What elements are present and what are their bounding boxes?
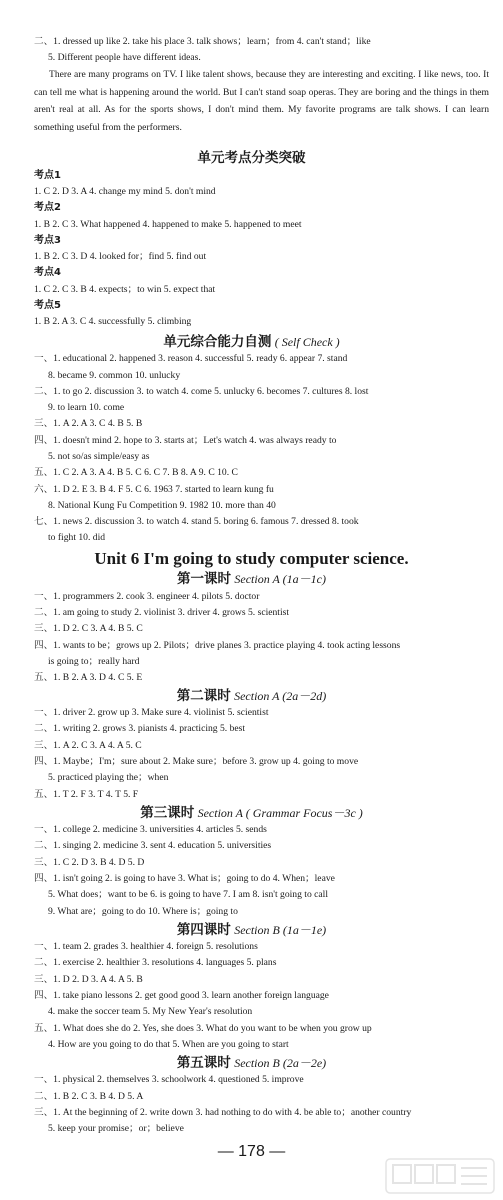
answer-line: 五、1. T 2. F 3. T 4. T 5. F xyxy=(34,789,139,800)
answer-line: 二、1. am going to study 2. violinist 3. driver 4. grows 5. scientist xyxy=(34,607,290,618)
lesson-section: Section A (1a－1c) xyxy=(234,572,326,586)
answer-line: 1. B 2. C 3. D 4. looked for；find 5. find out xyxy=(34,251,207,262)
answer-line: 一、1. educational 2. happened 3. reason 4. successful 5. ready 6. appear 7. stand xyxy=(34,353,348,364)
lesson-title: 第一课时 xyxy=(177,571,232,586)
answer-line: 8. National Kung Fu Competition 9. 1982 10. more than 40 xyxy=(48,500,276,511)
answer-line: 四、1. take piano lessons 2. get good good 3. learn another foreign language xyxy=(34,990,329,1001)
lesson-section: Section A (2a－2d) xyxy=(234,689,327,703)
kaodian-label: 考点1 xyxy=(34,170,61,181)
answer-line: 五、1. C 2. A 3. A 4. B 5. C 6. C 7. B 8. A 9. C 10. C xyxy=(34,467,238,478)
answer-line: 三、1. A 2. A 3. C 4. B 5. B xyxy=(34,418,143,429)
answer-line: 4. How are you going to do that 5. When are you going to start xyxy=(48,1039,289,1050)
section-subtitle: ( Self Check ) xyxy=(274,335,340,349)
answer-line: 二、1. dressed up like 2. take his place 3. talk shows；learn；from 4. can't stand；like xyxy=(34,36,371,47)
section-title: 单元考点分类突破 xyxy=(197,150,306,165)
answer-line: 1. C 2. C 3. B 4. expects；to win 5. expect that xyxy=(34,284,216,295)
answer-line: 三、1. At the beginning of 2. write down 3. had nothing to do with 4. be able to；another country xyxy=(34,1107,412,1118)
answer-line: 七、1. news 2. discussion 3. to watch 4. stand 5. boring 6. famous 7. dressed 8. took xyxy=(34,516,359,527)
answer-line: 5. practiced playing the；when xyxy=(48,772,169,783)
section-title: 单元综合能力自测 xyxy=(163,334,272,349)
answer-line: 二、1. singing 2. medicine 3. sent 4. education 5. universities xyxy=(34,840,272,851)
answer-line: 一、1. programmers 2. cook 3. engineer 4. pilots 5. doctor xyxy=(34,591,260,602)
answer-line: 5. What does；want to be 6. is going to have 7. I am 8. isn't going to call xyxy=(48,889,328,900)
lesson-heading xyxy=(0,805,503,821)
answer-line: 三、1. D 2. D 3. A 4. A 5. B xyxy=(34,974,143,985)
answer-line: 4. make the soccer team 5. My New Year's resolution xyxy=(48,1006,253,1017)
kaodian-label: 考点2 xyxy=(34,202,61,213)
watermark-logo xyxy=(385,1158,495,1194)
lesson-heading xyxy=(0,1055,503,1071)
answer-line: 三、1. D 2. C 3. A 4. B 5. C xyxy=(34,623,143,634)
answer-line: 1. B 2. C 3. What happened 4. happened to make 5. happened to meet xyxy=(34,219,302,230)
answer-line: 二、1. writing 2. grows 3. pianists 4. practicing 5. best xyxy=(34,723,246,734)
answer-line: 二、1. to go 2. discussion 3. to watch 4. come 5. unlucky 6. becomes 7. cultures 8. lost xyxy=(34,386,369,397)
lesson-section: Section B (2a－2e) xyxy=(234,1056,327,1070)
page-number: — 178 — xyxy=(217,1143,286,1160)
answer-line: is going to；really hard xyxy=(48,656,140,667)
answer-line: to fight 10. did xyxy=(48,532,106,543)
answer-line: 9. to learn 10. come xyxy=(48,402,125,413)
answer-line: 5. not so/as simple/easy as xyxy=(48,451,150,462)
answer-line: 三、1. C 2. D 3. B 4. D 5. D xyxy=(34,857,145,868)
answer-line: 三、1. A 2. C 3. A 4. A 5. C xyxy=(34,740,142,751)
answer-line: 1. B 2. A 3. C 4. successfully 5. climbing xyxy=(34,316,192,327)
answer-line: 一、1. physical 2. themselves 3. schoolwork 4. questioned 5. improve xyxy=(34,1074,304,1085)
lesson-title: 第四课时 xyxy=(176,922,231,937)
answer-line: 二、1. B 2. C 3. B 4. D 5. A xyxy=(34,1091,144,1102)
section-heading xyxy=(0,334,503,350)
answer-line: 8. became 9. common 10. unlucky xyxy=(48,370,181,381)
answer-line: 二、1. exercise 2. healthier 3. resolutions 4. languages 5. plans xyxy=(34,957,277,968)
lesson-section: Section A ( Grammar Focus－3c ) xyxy=(197,806,363,820)
lesson-heading xyxy=(0,922,503,938)
lesson-title: 第三课时 xyxy=(140,805,195,820)
lesson-title: 第五课时 xyxy=(176,1055,231,1070)
answer-line: 5. keep your promise；or；believe xyxy=(48,1123,184,1134)
answer-line: 9. What are；going to do 10. Where is；going to xyxy=(48,906,238,917)
lesson-section: Section B (1a－1e) xyxy=(234,923,327,937)
answer-line: 四、1. wants to be；grows up 2. Pilots；drive planes 3. practice playing 4. took acting lessons xyxy=(34,640,401,651)
answer-line: 5. Different people have different ideas. xyxy=(48,52,201,63)
section-heading xyxy=(0,150,503,166)
answer-line: 五、1. What does she do 2. Yes, she does 3. What do you want to be when you grow up xyxy=(34,1023,372,1034)
answer-line: 五、1. B 2. A 3. D 4. C 5. E xyxy=(34,672,143,683)
kaodian-label: 考点4 xyxy=(34,267,61,278)
answer-line: 一、1. driver 2. grow up 3. Make sure 4. violinist 5. scientist xyxy=(34,707,269,718)
answer-line: 四、1. Maybe；I'm；sure about 2. Make sure；before 3. grow up 4. going to move xyxy=(34,756,359,767)
unit-title: Unit 6 I'm going to study computer science. xyxy=(94,549,409,568)
lesson-heading xyxy=(0,571,503,587)
answer-line: 一、1. college 2. medicine 3. universities 4. articles 5. sends xyxy=(34,824,267,835)
kaodian-label: 考点5 xyxy=(34,300,61,311)
composition-paragraph: There are many programs on TV. I like talent shows, because they are interesting and exciting. I like news, too. It can tell me what is happening around the world. But I can't stand soap operas. They are boring and the things in them aren't real at all. As for the sports shows, I don't mind them. My favorite programs are talk shows. I can learn something useful from the performers. xyxy=(34,69,489,133)
lesson-heading xyxy=(0,688,503,704)
answer-line: 1. C 2. D 3. A 4. change my mind 5. don't mind xyxy=(34,186,216,197)
answer-line: 四、1. doesn't mind 2. hope to 3. starts at；Let's watch 4. was always ready to xyxy=(34,435,337,446)
lesson-title: 第二课时 xyxy=(176,688,231,703)
kaodian-label: 考点3 xyxy=(34,235,61,246)
answer-line: 四、1. isn't going 2. is going to have 3. What is；going to do 4. When；leave xyxy=(34,873,335,884)
answer-line: 六、1. D 2. E 3. B 4. F 5. C 6. 1963 7. started to learn kung fu xyxy=(34,484,274,495)
answer-line: 一、1. team 2. grades 3. healthier 4. foreign 5. resolutions xyxy=(34,941,258,952)
